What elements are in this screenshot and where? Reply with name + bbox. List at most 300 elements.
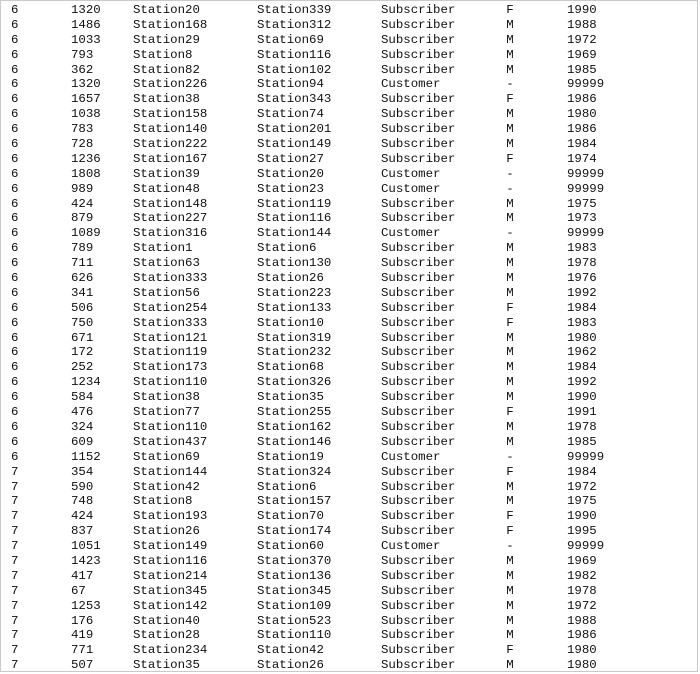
user-type-cell: Subscriber bbox=[381, 553, 456, 568]
table-row bbox=[1, 286, 699, 301]
day-cell: 6 bbox=[11, 390, 19, 405]
day-cell: 6 bbox=[11, 166, 19, 181]
duration-cell: 1033 bbox=[71, 32, 101, 47]
gender-cell: M bbox=[506, 375, 514, 390]
table-row bbox=[1, 152, 699, 167]
gender-cell: M bbox=[506, 122, 514, 137]
gender-cell: F bbox=[506, 315, 514, 330]
day-cell: 7 bbox=[11, 583, 19, 598]
user-type-cell: Customer bbox=[381, 166, 441, 181]
from-station-cell: Station316 bbox=[133, 226, 208, 241]
table-row bbox=[1, 226, 699, 241]
day-cell: 7 bbox=[11, 464, 19, 479]
gender-cell: - bbox=[506, 181, 514, 196]
table-row bbox=[1, 18, 699, 33]
birth-year-cell: 1984 bbox=[567, 464, 597, 479]
from-station-cell: Station26 bbox=[133, 524, 200, 539]
from-station-cell: Station110 bbox=[133, 419, 208, 434]
day-cell: 6 bbox=[11, 375, 19, 390]
to-station-cell: Station255 bbox=[257, 405, 332, 420]
table-row bbox=[1, 137, 699, 152]
birth-year-cell: 1974 bbox=[567, 151, 597, 166]
to-station-cell: Station69 bbox=[257, 32, 324, 47]
gender-cell: F bbox=[506, 300, 514, 315]
birth-year-cell: 99999 bbox=[567, 77, 605, 92]
birth-year-cell: 1962 bbox=[567, 345, 597, 360]
day-cell: 7 bbox=[11, 494, 19, 509]
duration-cell: 879 bbox=[71, 211, 94, 226]
duration-cell: 609 bbox=[71, 434, 94, 449]
to-station-cell: Station116 bbox=[257, 47, 332, 62]
from-station-cell: Station234 bbox=[133, 643, 208, 658]
table-row bbox=[1, 658, 699, 673]
gender-cell: M bbox=[506, 47, 514, 62]
gender-cell: F bbox=[506, 464, 514, 479]
to-station-cell: Station130 bbox=[257, 256, 332, 271]
from-station-cell: Station69 bbox=[133, 449, 200, 464]
table-row bbox=[1, 211, 699, 226]
from-station-cell: Station333 bbox=[133, 315, 208, 330]
to-station-cell: Station110 bbox=[257, 628, 332, 643]
duration-cell: 793 bbox=[71, 47, 94, 62]
table-row bbox=[1, 539, 699, 554]
to-station-cell: Station174 bbox=[257, 524, 332, 539]
user-type-cell: Subscriber bbox=[381, 360, 456, 375]
to-station-cell: Station144 bbox=[257, 226, 332, 241]
to-station-cell: Station74 bbox=[257, 107, 324, 122]
birth-year-cell: 1969 bbox=[567, 553, 597, 568]
to-station-cell: Station26 bbox=[257, 658, 324, 673]
birth-year-cell: 1988 bbox=[567, 613, 597, 628]
table-row bbox=[1, 643, 699, 658]
day-cell: 7 bbox=[11, 553, 19, 568]
day-cell: 6 bbox=[11, 62, 19, 77]
gender-cell: M bbox=[506, 107, 514, 122]
to-station-cell: Station102 bbox=[257, 62, 332, 77]
birth-year-cell: 99999 bbox=[567, 181, 605, 196]
day-cell: 6 bbox=[11, 77, 19, 92]
user-type-cell: Subscriber bbox=[381, 151, 456, 166]
day-cell: 6 bbox=[11, 300, 19, 315]
day-cell: 6 bbox=[11, 315, 19, 330]
duration-cell: 989 bbox=[71, 181, 94, 196]
gender-cell: M bbox=[506, 583, 514, 598]
duration-cell: 1320 bbox=[71, 77, 101, 92]
birth-year-cell: 1978 bbox=[567, 256, 597, 271]
table-row bbox=[1, 420, 699, 435]
gender-cell: F bbox=[506, 509, 514, 524]
gender-cell: F bbox=[506, 151, 514, 166]
to-station-cell: Station26 bbox=[257, 271, 324, 286]
to-station-cell: Station35 bbox=[257, 390, 324, 405]
from-station-cell: Station39 bbox=[133, 166, 200, 181]
day-cell: 7 bbox=[11, 658, 19, 673]
birth-year-cell: 1978 bbox=[567, 583, 597, 598]
from-station-cell: Station227 bbox=[133, 211, 208, 226]
duration-cell: 419 bbox=[71, 628, 94, 643]
to-station-cell: Station10 bbox=[257, 315, 324, 330]
from-station-cell: Station142 bbox=[133, 598, 208, 613]
birth-year-cell: 1983 bbox=[567, 241, 597, 256]
birth-year-cell: 1975 bbox=[567, 196, 597, 211]
gender-cell: M bbox=[506, 211, 514, 226]
table-row bbox=[1, 33, 699, 48]
gender-cell: M bbox=[506, 479, 514, 494]
to-station-cell: Station146 bbox=[257, 434, 332, 449]
duration-cell: 1051 bbox=[71, 539, 101, 554]
duration-cell: 1152 bbox=[71, 449, 101, 464]
from-station-cell: Station8 bbox=[133, 494, 193, 509]
duration-cell: 1320 bbox=[71, 3, 101, 17]
table-row bbox=[1, 599, 699, 614]
duration-cell: 354 bbox=[71, 464, 94, 479]
duration-cell: 590 bbox=[71, 479, 94, 494]
to-station-cell: Station68 bbox=[257, 360, 324, 375]
user-type-cell: Subscriber bbox=[381, 419, 456, 434]
day-cell: 6 bbox=[11, 449, 19, 464]
duration-cell: 748 bbox=[71, 494, 94, 509]
day-cell: 6 bbox=[11, 107, 19, 122]
user-type-cell: Subscriber bbox=[381, 658, 456, 673]
duration-cell: 1423 bbox=[71, 553, 101, 568]
duration-cell: 1657 bbox=[71, 92, 101, 107]
user-type-cell: Subscriber bbox=[381, 315, 456, 330]
to-station-cell: Station94 bbox=[257, 77, 324, 92]
user-type-cell: Customer bbox=[381, 77, 441, 92]
gender-cell: M bbox=[506, 256, 514, 271]
gender-cell: M bbox=[506, 598, 514, 613]
table-row bbox=[1, 554, 699, 569]
day-cell: 7 bbox=[11, 524, 19, 539]
from-station-cell: Station1 bbox=[133, 241, 193, 256]
table-row bbox=[1, 405, 699, 420]
user-type-cell: Subscriber bbox=[381, 628, 456, 643]
duration-cell: 1236 bbox=[71, 151, 101, 166]
user-type-cell: Subscriber bbox=[381, 137, 456, 152]
birth-year-cell: 99999 bbox=[567, 166, 605, 181]
duration-cell: 1808 bbox=[71, 166, 101, 181]
to-station-cell: Station133 bbox=[257, 300, 332, 315]
user-type-cell: Subscriber bbox=[381, 3, 456, 17]
user-type-cell: Subscriber bbox=[381, 32, 456, 47]
day-cell: 7 bbox=[11, 643, 19, 658]
duration-cell: 1089 bbox=[71, 226, 101, 241]
gender-cell: M bbox=[506, 613, 514, 628]
gender-cell: M bbox=[506, 62, 514, 77]
from-station-cell: Station56 bbox=[133, 285, 200, 300]
user-type-cell: Subscriber bbox=[381, 196, 456, 211]
table-row bbox=[1, 316, 699, 331]
duration-cell: 417 bbox=[71, 568, 94, 583]
day-cell: 6 bbox=[11, 271, 19, 286]
gender-cell: M bbox=[506, 137, 514, 152]
to-station-cell: Station232 bbox=[257, 345, 332, 360]
to-station-cell: Station27 bbox=[257, 151, 324, 166]
birth-year-cell: 1973 bbox=[567, 211, 597, 226]
user-type-cell: Subscriber bbox=[381, 524, 456, 539]
birth-year-cell: 1983 bbox=[567, 315, 597, 330]
from-station-cell: Station20 bbox=[133, 3, 200, 17]
day-cell: 7 bbox=[11, 509, 19, 524]
user-type-cell: Subscriber bbox=[381, 241, 456, 256]
day-cell: 6 bbox=[11, 226, 19, 241]
duration-cell: 424 bbox=[71, 509, 94, 524]
gender-cell: M bbox=[506, 32, 514, 47]
to-station-cell: Station523 bbox=[257, 613, 332, 628]
from-station-cell: Station167 bbox=[133, 151, 208, 166]
to-station-cell: Station19 bbox=[257, 449, 324, 464]
to-station-cell: Station345 bbox=[257, 583, 332, 598]
to-station-cell: Station6 bbox=[257, 241, 317, 256]
day-cell: 6 bbox=[11, 181, 19, 196]
day-cell: 7 bbox=[11, 598, 19, 613]
day-cell: 6 bbox=[11, 330, 19, 345]
user-type-cell: Subscriber bbox=[381, 271, 456, 286]
gender-cell: M bbox=[506, 568, 514, 583]
to-station-cell: Station343 bbox=[257, 92, 332, 107]
to-station-cell: Station70 bbox=[257, 509, 324, 524]
to-station-cell: Station136 bbox=[257, 568, 332, 583]
user-type-cell: Subscriber bbox=[381, 47, 456, 62]
user-type-cell: Customer bbox=[381, 181, 441, 196]
table-row bbox=[1, 509, 699, 524]
table-row bbox=[1, 584, 699, 599]
from-station-cell: Station38 bbox=[133, 92, 200, 107]
day-cell: 6 bbox=[11, 434, 19, 449]
table-row bbox=[1, 271, 699, 286]
birth-year-cell: 1980 bbox=[567, 643, 597, 658]
user-type-cell: Subscriber bbox=[381, 107, 456, 122]
user-type-cell: Subscriber bbox=[381, 434, 456, 449]
gender-cell: - bbox=[506, 226, 514, 241]
day-cell: 6 bbox=[11, 196, 19, 211]
from-station-cell: Station173 bbox=[133, 360, 208, 375]
user-type-cell: Subscriber bbox=[381, 62, 456, 77]
duration-cell: 424 bbox=[71, 196, 94, 211]
table-row bbox=[1, 301, 699, 316]
gender-cell: M bbox=[506, 628, 514, 643]
user-type-cell: Subscriber bbox=[381, 17, 456, 32]
duration-cell: 172 bbox=[71, 345, 94, 360]
user-type-cell: Customer bbox=[381, 226, 441, 241]
user-type-cell: Subscriber bbox=[381, 405, 456, 420]
from-station-cell: Station214 bbox=[133, 568, 208, 583]
table-row bbox=[1, 614, 699, 629]
day-cell: 7 bbox=[11, 568, 19, 583]
duration-cell: 67 bbox=[71, 583, 86, 598]
to-station-cell: Station109 bbox=[257, 598, 332, 613]
birth-year-cell: 1986 bbox=[567, 92, 597, 107]
user-type-cell: Customer bbox=[381, 449, 441, 464]
from-station-cell: Station140 bbox=[133, 122, 208, 137]
to-station-cell: Station339 bbox=[257, 3, 332, 17]
birth-year-cell: 1985 bbox=[567, 62, 597, 77]
user-type-cell: Customer bbox=[381, 539, 441, 554]
gender-cell: M bbox=[506, 345, 514, 360]
duration-cell: 1038 bbox=[71, 107, 101, 122]
user-type-cell: Subscriber bbox=[381, 464, 456, 479]
from-station-cell: Station345 bbox=[133, 583, 208, 598]
user-type-cell: Subscriber bbox=[381, 300, 456, 315]
table-row bbox=[1, 63, 699, 78]
day-cell: 7 bbox=[11, 628, 19, 643]
day-cell: 6 bbox=[11, 32, 19, 47]
table-row bbox=[1, 435, 699, 450]
table-row bbox=[1, 465, 699, 480]
birth-year-cell: 1969 bbox=[567, 47, 597, 62]
day-cell: 6 bbox=[11, 241, 19, 256]
duration-cell: 1253 bbox=[71, 598, 101, 613]
duration-cell: 252 bbox=[71, 360, 94, 375]
duration-cell: 626 bbox=[71, 271, 94, 286]
table-row bbox=[1, 524, 699, 539]
table-row bbox=[1, 345, 699, 360]
table-row bbox=[1, 331, 699, 346]
table-row bbox=[1, 480, 699, 495]
from-station-cell: Station110 bbox=[133, 375, 208, 390]
to-station-cell: Station23 bbox=[257, 181, 324, 196]
user-type-cell: Subscriber bbox=[381, 643, 456, 658]
from-station-cell: Station29 bbox=[133, 32, 200, 47]
table-row bbox=[1, 107, 699, 122]
to-station-cell: Station324 bbox=[257, 464, 332, 479]
duration-cell: 783 bbox=[71, 122, 94, 137]
user-type-cell: Subscriber bbox=[381, 509, 456, 524]
gender-cell: M bbox=[506, 330, 514, 345]
day-cell: 7 bbox=[11, 613, 19, 628]
duration-cell: 1234 bbox=[71, 375, 101, 390]
day-cell: 6 bbox=[11, 360, 19, 375]
birth-year-cell: 1991 bbox=[567, 405, 597, 420]
data-rows bbox=[1, 3, 699, 673]
duration-cell: 176 bbox=[71, 613, 94, 628]
to-station-cell: Station6 bbox=[257, 479, 317, 494]
duration-cell: 711 bbox=[71, 256, 94, 271]
duration-cell: 341 bbox=[71, 285, 94, 300]
day-cell: 6 bbox=[11, 92, 19, 107]
to-station-cell: Station312 bbox=[257, 17, 332, 32]
gender-cell: M bbox=[506, 434, 514, 449]
day-cell: 6 bbox=[11, 405, 19, 420]
day-cell: 6 bbox=[11, 211, 19, 226]
to-station-cell: Station157 bbox=[257, 494, 332, 509]
duration-cell: 837 bbox=[71, 524, 94, 539]
from-station-cell: Station254 bbox=[133, 300, 208, 315]
user-type-cell: Subscriber bbox=[381, 256, 456, 271]
day-cell: 6 bbox=[11, 3, 19, 17]
birth-year-cell: 1988 bbox=[567, 17, 597, 32]
to-station-cell: Station119 bbox=[257, 196, 332, 211]
from-station-cell: Station63 bbox=[133, 256, 200, 271]
duration-cell: 728 bbox=[71, 137, 94, 152]
day-cell: 7 bbox=[11, 539, 19, 554]
table-row bbox=[1, 182, 699, 197]
to-station-cell: Station223 bbox=[257, 285, 332, 300]
from-station-cell: Station8 bbox=[133, 47, 193, 62]
gender-cell: F bbox=[506, 524, 514, 539]
table-row bbox=[1, 122, 699, 137]
birth-year-cell: 1990 bbox=[567, 3, 597, 17]
duration-cell: 507 bbox=[71, 658, 94, 673]
gender-cell: M bbox=[506, 285, 514, 300]
day-cell: 6 bbox=[11, 47, 19, 62]
table-row bbox=[1, 3, 699, 18]
user-type-cell: Subscriber bbox=[381, 613, 456, 628]
from-station-cell: Station333 bbox=[133, 271, 208, 286]
birth-year-cell: 1985 bbox=[567, 434, 597, 449]
day-cell: 6 bbox=[11, 285, 19, 300]
gender-cell: M bbox=[506, 360, 514, 375]
to-station-cell: Station42 bbox=[257, 643, 324, 658]
from-station-cell: Station168 bbox=[133, 17, 208, 32]
duration-cell: 750 bbox=[71, 315, 94, 330]
to-station-cell: Station319 bbox=[257, 330, 332, 345]
from-station-cell: Station149 bbox=[133, 539, 208, 554]
day-cell: 6 bbox=[11, 17, 19, 32]
birth-year-cell: 1980 bbox=[567, 107, 597, 122]
gender-cell: F bbox=[506, 405, 514, 420]
duration-cell: 324 bbox=[71, 419, 94, 434]
to-station-cell: Station20 bbox=[257, 166, 324, 181]
from-station-cell: Station437 bbox=[133, 434, 208, 449]
day-cell: 6 bbox=[11, 137, 19, 152]
table-row bbox=[1, 77, 699, 92]
birth-year-cell: 1982 bbox=[567, 568, 597, 583]
gender-cell: M bbox=[506, 553, 514, 568]
user-type-cell: Subscriber bbox=[381, 330, 456, 345]
day-cell: 6 bbox=[11, 345, 19, 360]
from-station-cell: Station116 bbox=[133, 553, 208, 568]
birth-year-cell: 1975 bbox=[567, 494, 597, 509]
birth-year-cell: 1986 bbox=[567, 628, 597, 643]
gender-cell: M bbox=[506, 17, 514, 32]
table-row bbox=[1, 628, 699, 643]
birth-year-cell: 1990 bbox=[567, 509, 597, 524]
gender-cell: F bbox=[506, 92, 514, 107]
user-type-cell: Subscriber bbox=[381, 494, 456, 509]
birth-year-cell: 1995 bbox=[567, 524, 597, 539]
to-station-cell: Station149 bbox=[257, 137, 332, 152]
gender-cell: - bbox=[506, 539, 514, 554]
birth-year-cell: 1980 bbox=[567, 330, 597, 345]
gender-cell: - bbox=[506, 166, 514, 181]
user-type-cell: Subscriber bbox=[381, 479, 456, 494]
gender-cell: M bbox=[506, 658, 514, 673]
table-row bbox=[1, 241, 699, 256]
table-row bbox=[1, 48, 699, 63]
birth-year-cell: 1972 bbox=[567, 598, 597, 613]
birth-year-cell: 1986 bbox=[567, 122, 597, 137]
day-cell: 6 bbox=[11, 122, 19, 137]
birth-year-cell: 1976 bbox=[567, 271, 597, 286]
birth-year-cell: 1972 bbox=[567, 32, 597, 47]
from-station-cell: Station77 bbox=[133, 405, 200, 420]
gender-cell: M bbox=[506, 241, 514, 256]
gender-cell: M bbox=[506, 494, 514, 509]
birth-year-cell: 1992 bbox=[567, 375, 597, 390]
user-type-cell: Subscriber bbox=[381, 92, 456, 107]
user-type-cell: Subscriber bbox=[381, 211, 456, 226]
user-type-cell: Subscriber bbox=[381, 390, 456, 405]
user-type-cell: Subscriber bbox=[381, 122, 456, 137]
gender-cell: M bbox=[506, 271, 514, 286]
birth-year-cell: 99999 bbox=[567, 226, 605, 241]
table-row bbox=[1, 256, 699, 271]
duration-cell: 789 bbox=[71, 241, 94, 256]
from-station-cell: Station48 bbox=[133, 181, 200, 196]
day-cell: 6 bbox=[11, 419, 19, 434]
gender-cell: - bbox=[506, 449, 514, 464]
